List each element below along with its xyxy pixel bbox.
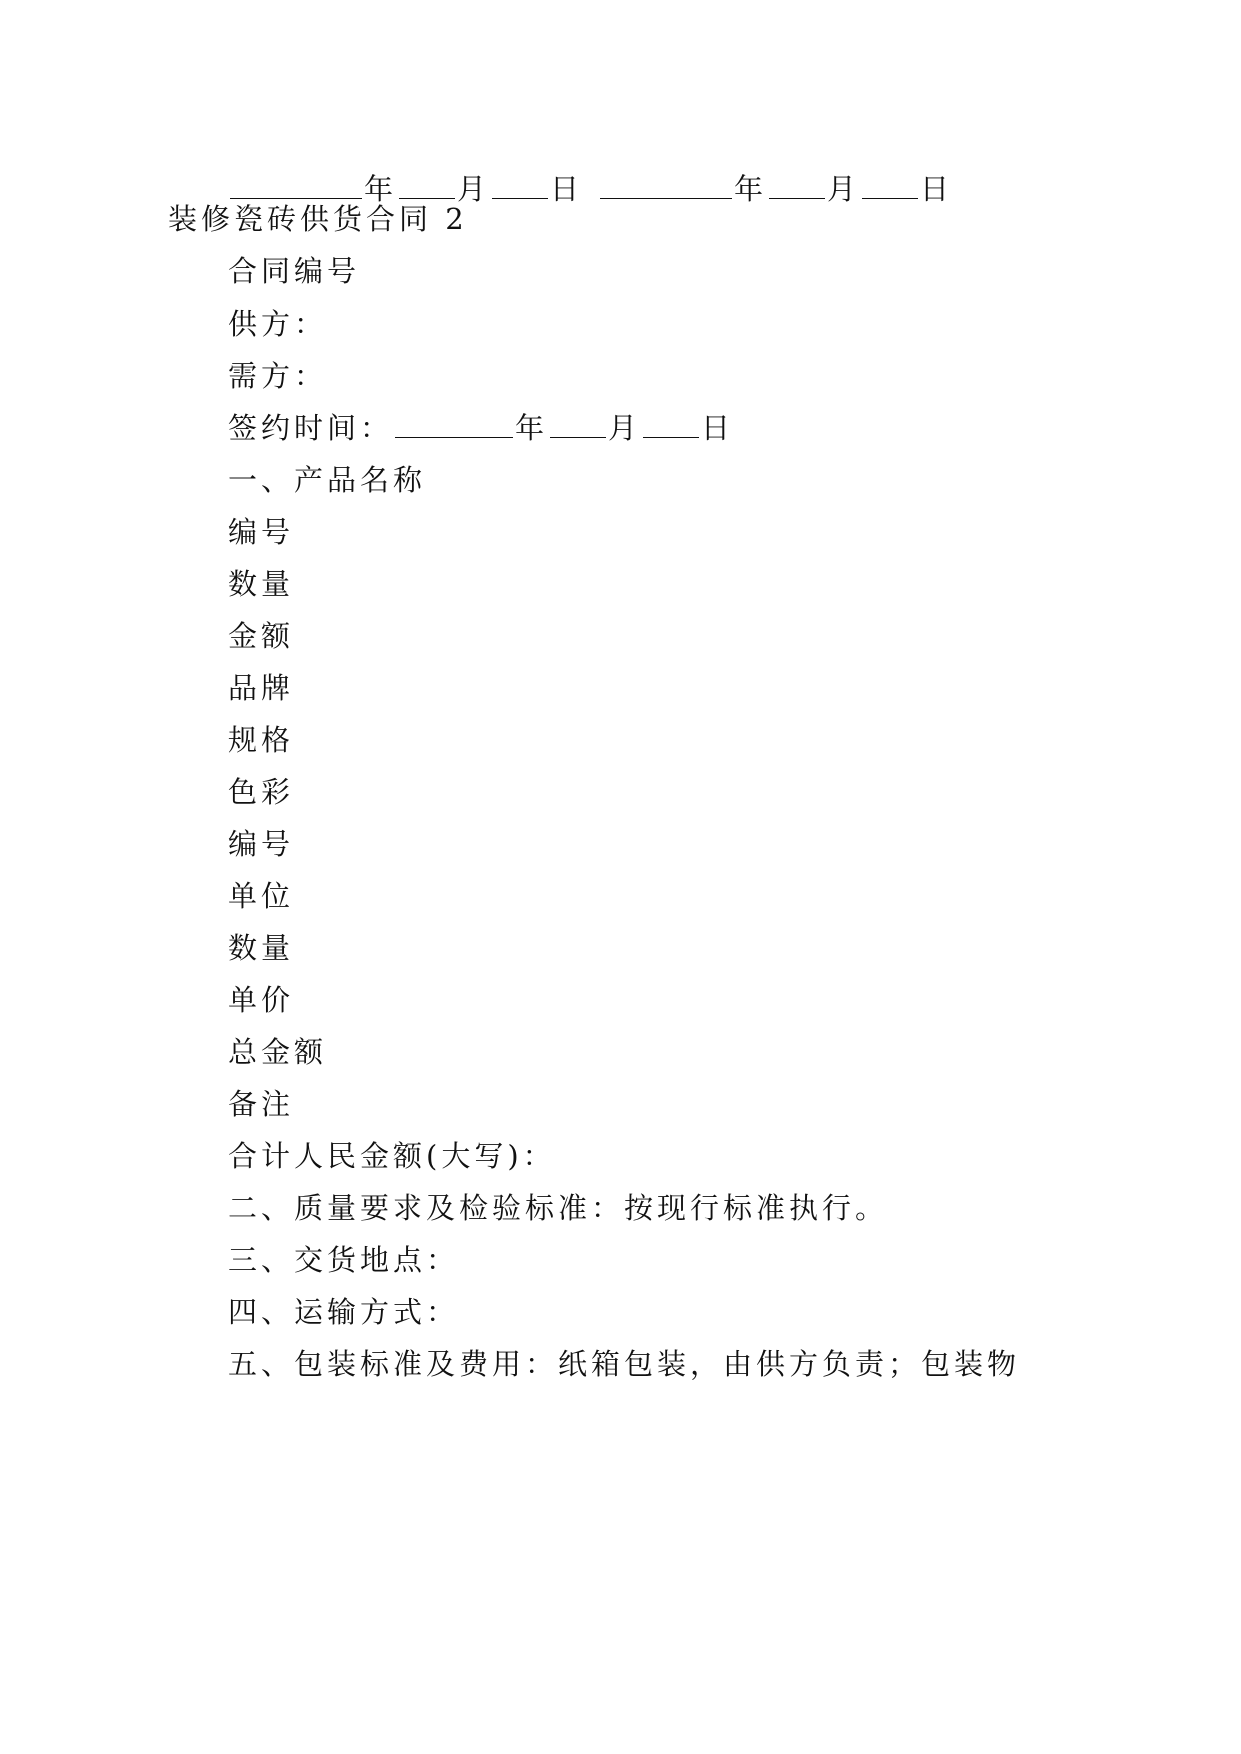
field-amount: 金额 xyxy=(228,619,295,653)
day-label: 日 xyxy=(920,172,954,206)
month-label: 月 xyxy=(827,172,861,206)
field-code: 编号 xyxy=(228,515,295,549)
buyer-label: 需方： xyxy=(228,359,328,393)
year-blank xyxy=(230,178,362,199)
year-blank xyxy=(395,417,513,438)
field-unit-price: 单价 xyxy=(228,983,295,1017)
month-blank xyxy=(399,178,455,199)
day-label: 日 xyxy=(550,172,584,206)
day-label: 日 xyxy=(701,411,735,445)
year-label: 年 xyxy=(734,172,768,206)
sign-time-line xyxy=(228,411,735,445)
rmb-total-label: 合计人民金额(大写)： xyxy=(228,1139,556,1173)
section-delivery: 三、交货地点： xyxy=(228,1243,460,1277)
field-unit: 单位 xyxy=(228,879,295,913)
document-title: 装修瓷砖供货合同 2 xyxy=(168,202,468,236)
field-total-amount: 总金额 xyxy=(228,1035,328,1069)
field-color: 色彩 xyxy=(228,775,295,809)
field-quantity-2: 数量 xyxy=(228,931,295,965)
day-blank xyxy=(643,417,699,438)
supplier-label: 供方： xyxy=(228,307,328,341)
day-blank xyxy=(492,178,548,199)
month-label: 月 xyxy=(457,172,491,206)
sign-time-label: 签约时间： xyxy=(228,411,394,445)
section-packaging: 五、包装标准及费用：纸箱包装，由供方负责；包装物 xyxy=(228,1347,1021,1381)
field-spec: 规格 xyxy=(228,723,295,757)
section-product-name: 一、产品名称 xyxy=(228,463,427,497)
month-label: 月 xyxy=(608,411,642,445)
field-quantity: 数量 xyxy=(228,567,295,601)
field-code-2: 编号 xyxy=(228,827,295,861)
section-quality: 二、质量要求及检验标准：按现行标准执行。 xyxy=(228,1191,889,1225)
year-blank xyxy=(600,178,732,199)
right-signature-date xyxy=(598,167,953,208)
field-brand: 品牌 xyxy=(228,671,295,705)
year-label: 年 xyxy=(515,411,549,445)
year-label: 年 xyxy=(364,172,398,206)
field-remark: 备注 xyxy=(228,1087,295,1121)
section-transport: 四、运输方式： xyxy=(228,1295,460,1329)
month-blank xyxy=(769,178,825,199)
month-blank xyxy=(550,417,606,438)
contract-number-label: 合同编号 xyxy=(228,254,361,288)
day-blank xyxy=(862,178,918,199)
